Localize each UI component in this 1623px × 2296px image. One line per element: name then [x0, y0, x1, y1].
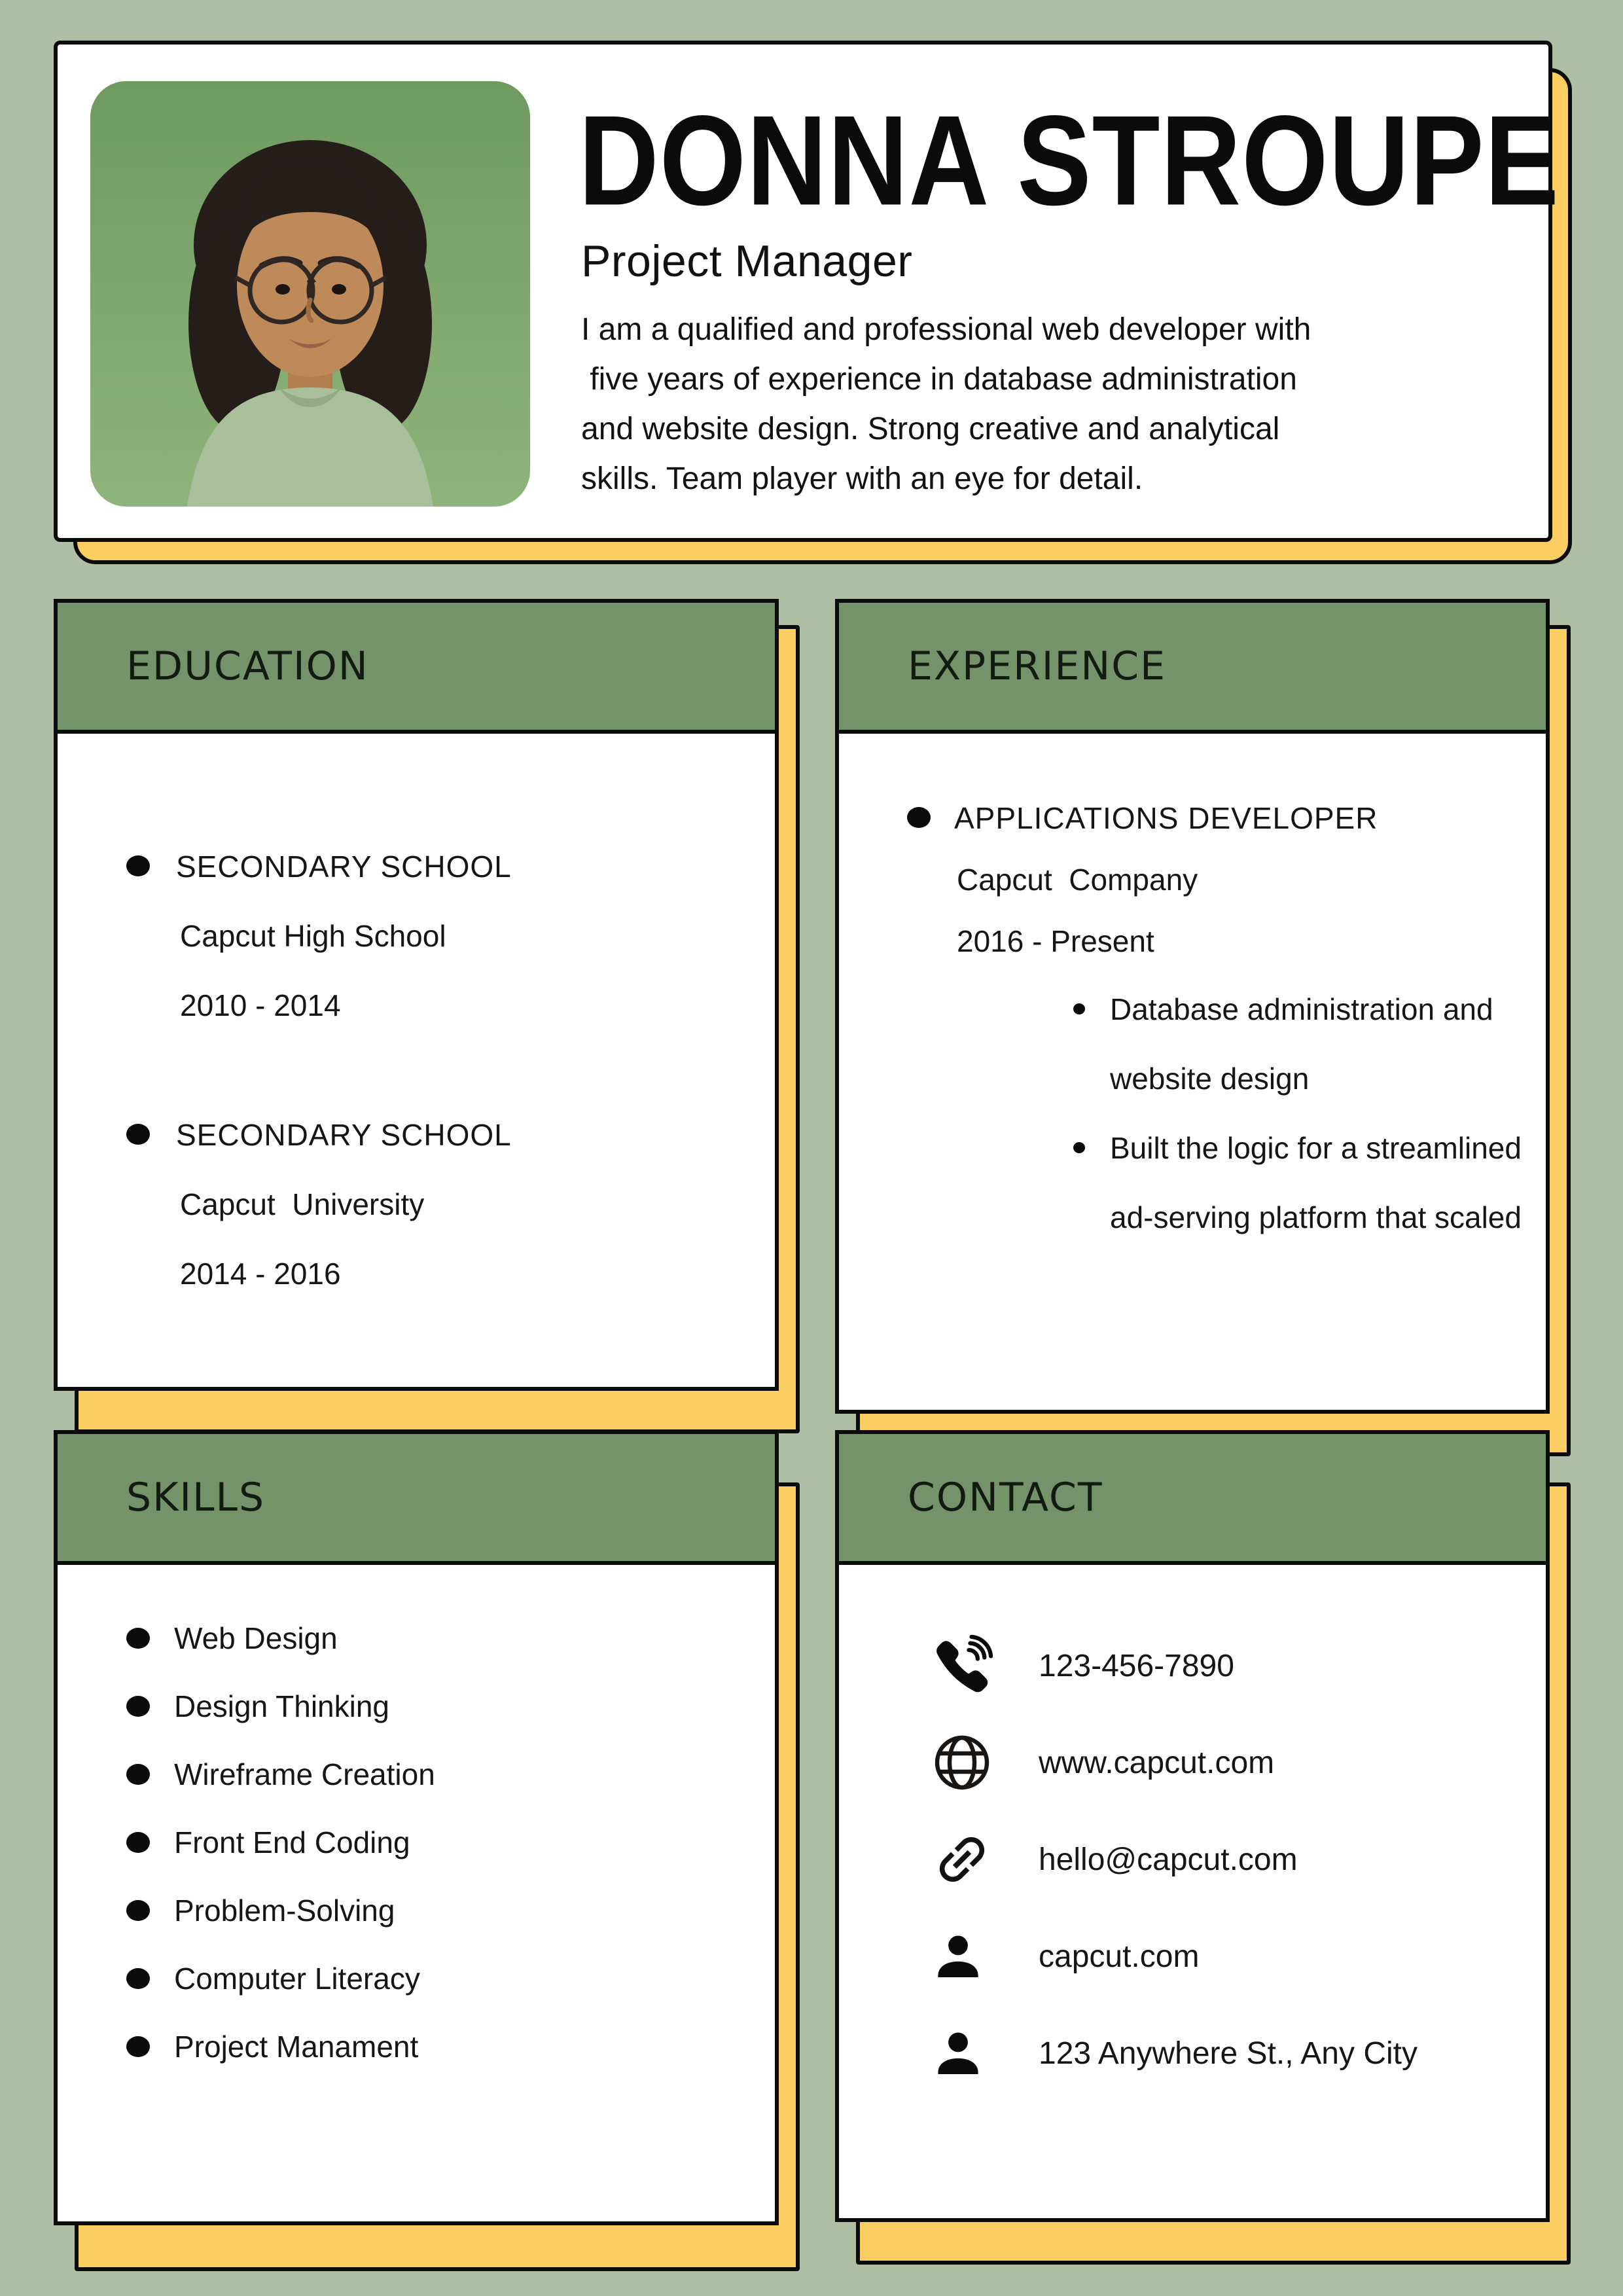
- person-icon: [931, 2026, 999, 2081]
- experience-bullet-text: Database administration and website design: [1110, 992, 1493, 1096]
- summary-line: five years of experience in database administration: [581, 362, 1297, 397]
- education-years: 2014 - 2016: [180, 1257, 341, 1291]
- education-school: Capcut High School: [180, 919, 446, 953]
- skill-label: Design Thinking: [174, 1689, 390, 1723]
- bullet-dot-icon: [126, 1900, 150, 1921]
- skills-section: [54, 1430, 779, 2225]
- globe-icon: [931, 1731, 999, 1794]
- phone-icon: [931, 1633, 999, 1698]
- education-school: Capcut University: [180, 1187, 425, 1221]
- experience-role: APPLICATIONS DEVELOPER: [954, 801, 1378, 835]
- education-section: [54, 599, 779, 1391]
- skills-title: SKILLS: [126, 1475, 266, 1520]
- bullet-dot-icon: [126, 1124, 150, 1145]
- experience-item: [907, 787, 1526, 972]
- contact-item-email: [931, 1829, 1526, 1890]
- experience-period: 2016 - Present: [957, 924, 1154, 958]
- bullet-dot-icon: [1073, 1142, 1085, 1153]
- skill-item: [126, 1895, 755, 1926]
- person-icon: [931, 1929, 999, 1984]
- bullet-dot-icon: [126, 1628, 150, 1649]
- skill-label: Project Manament: [174, 2030, 419, 2064]
- contact-email-value: hello@capcut.com: [1039, 1842, 1298, 1877]
- education-header: [58, 603, 775, 734]
- skill-item: [126, 1759, 755, 1790]
- summary-line: I am a qualified and professional web developer with: [581, 312, 1311, 347]
- education-title: EDUCATION: [126, 643, 369, 689]
- contact-item-phone: [931, 1636, 1526, 1696]
- skill-item: [126, 1827, 755, 1858]
- experience-title: EXPERIENCE: [908, 643, 1167, 689]
- bullet-dot-icon: [126, 1696, 150, 1717]
- skill-label: Web Design: [174, 1621, 338, 1655]
- bullet-dot-icon: [1073, 1003, 1085, 1014]
- skill-label: Problem-Solving: [174, 1893, 395, 1928]
- education-years: 2010 - 2014: [180, 988, 341, 1022]
- summary-text: [581, 305, 1311, 504]
- education-item: [126, 832, 749, 1040]
- skill-label: Computer Literacy: [174, 1962, 420, 1996]
- education-degree: SECONDARY SCHOOL: [176, 850, 512, 884]
- bullet-dot-icon: [126, 1832, 150, 1853]
- experience-bullet: [1073, 1113, 1526, 1252]
- skill-label: Front End Coding: [174, 1825, 410, 1859]
- education-item: [126, 1100, 749, 1308]
- contact-title: CONTACT: [908, 1475, 1103, 1520]
- bullet-dot-icon: [126, 855, 150, 876]
- experience-company: Capcut Company: [957, 863, 1198, 897]
- experience-bullet: [1073, 975, 1526, 1113]
- contact-phone-value: 123-456-7890: [1039, 1648, 1234, 1683]
- contact-item-profile: [931, 1926, 1526, 1986]
- profile-photo: [90, 81, 530, 507]
- job-title: Project Manager: [581, 236, 913, 286]
- skill-label: Wireframe Creation: [174, 1757, 435, 1791]
- bullet-dot-icon: [126, 2036, 150, 2057]
- contact-item-address: [931, 2023, 1526, 2083]
- skill-item: [126, 2031, 755, 2062]
- experience-header: [839, 603, 1546, 734]
- bullet-dot-icon: [126, 1764, 150, 1785]
- contact-address-value: 123 Anywhere St., Any City: [1039, 2036, 1418, 2071]
- experience-section: [835, 599, 1550, 1414]
- summary-line: and website design. Strong creative and analytical: [581, 412, 1280, 446]
- profile-photo-illustration: [90, 81, 530, 507]
- contact-item-website: [931, 1732, 1526, 1793]
- skill-item: [126, 1623, 755, 1654]
- contact-website-value: www.capcut.com: [1039, 1745, 1275, 1780]
- skill-item: [126, 1691, 755, 1722]
- name-heading: DONNA STROUPE: [579, 89, 1560, 232]
- bullet-dot-icon: [126, 1968, 150, 1989]
- link-icon: [931, 1828, 999, 1891]
- contact-header: [839, 1434, 1546, 1565]
- contact-profile-value: capcut.com: [1039, 1939, 1200, 1974]
- skill-item: [126, 1963, 755, 1994]
- education-degree: SECONDARY SCHOOL: [176, 1118, 512, 1152]
- summary-line: skills. Team player with an eye for detail.: [581, 461, 1143, 496]
- contact-section: [835, 1430, 1550, 2222]
- skills-header: [58, 1434, 775, 1565]
- bullet-dot-icon: [907, 807, 931, 828]
- experience-bullet-text: Built the logic for a streamlined ad-serving platform that scaled: [1110, 1131, 1522, 1234]
- header-card: [54, 41, 1560, 542]
